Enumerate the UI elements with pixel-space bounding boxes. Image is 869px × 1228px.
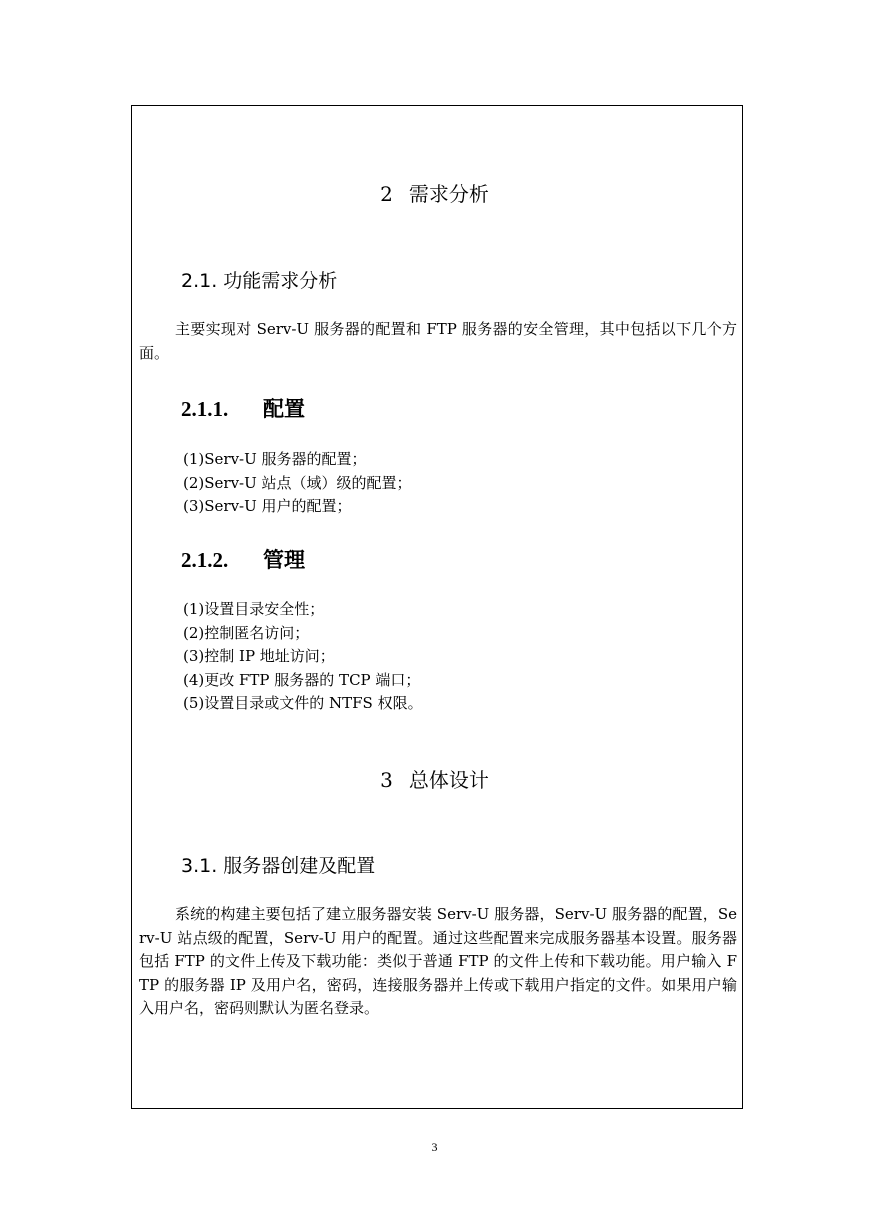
- list-item: (4)更改 FTP 服务器的 TCP 端口；: [183, 670, 421, 689]
- subsection-number: 2.1.2.: [181, 548, 229, 572]
- intro-paragraph: 主要实现对 Serv-U 服务器的配置和 FTP 服务器的安全管理，其中包括以下几个方面。: [139, 320, 737, 362]
- subsection-title: 配置: [263, 397, 305, 421]
- list-item: (2)Serv-U 站点（域）级的配置；: [183, 473, 412, 492]
- chapter-title: 总体设计: [408, 768, 489, 792]
- subsection-2-1-2-heading: [181, 544, 305, 574]
- list-item: (1)Serv-U 服务器的配置；: [183, 450, 367, 468]
- chapter-number: 3: [380, 768, 393, 792]
- chapter-2-heading: [0, 178, 869, 207]
- list-item: (1)设置目录安全性；: [183, 600, 325, 618]
- chapter-title: 需求分析: [408, 182, 489, 206]
- list-item: (5)设置目录或文件的 NTFS 权限。: [183, 694, 423, 712]
- management-list: [183, 598, 423, 716]
- subsection-2-1-1-heading: [181, 393, 305, 423]
- section-2-1-heading: 2.1. 功能需求分析: [181, 270, 338, 292]
- subsection-number: 2.1.1.: [181, 397, 229, 421]
- list-item: (3)控制 IP 地址访问；: [183, 647, 335, 665]
- section-3-1-heading: 3.1. 服务器创建及配置: [181, 855, 376, 877]
- chapter-3-heading: [0, 764, 869, 793]
- config-list: [183, 448, 412, 519]
- chapter-number: 2: [380, 182, 393, 206]
- design-paragraph: 系统的构建主要包括了建立服务器安装 Serv-U 服务器，Serv-U 服务器的配置，Serv-U 站点级的配置，Serv-U 用户的配置。通过这些配置来完成服务器基本设置。服务器包括 FTP 的文件上传及下载功能：类似于普通 FTP 的文件上传和下载功能。用户输入 FTP 的服务器 IP 及用户名，密码，连接服务器并上传或下载用户指定的文件。如果用户输入用户名，密码则默认为匿名登录。: [139, 905, 737, 1017]
- list-item: (2)控制匿名访问；: [183, 623, 310, 642]
- page-number: 3: [431, 1140, 438, 1154]
- list-item: (3)Serv-U 用户的配置；: [183, 497, 352, 515]
- subsection-title: 管理: [263, 548, 305, 572]
